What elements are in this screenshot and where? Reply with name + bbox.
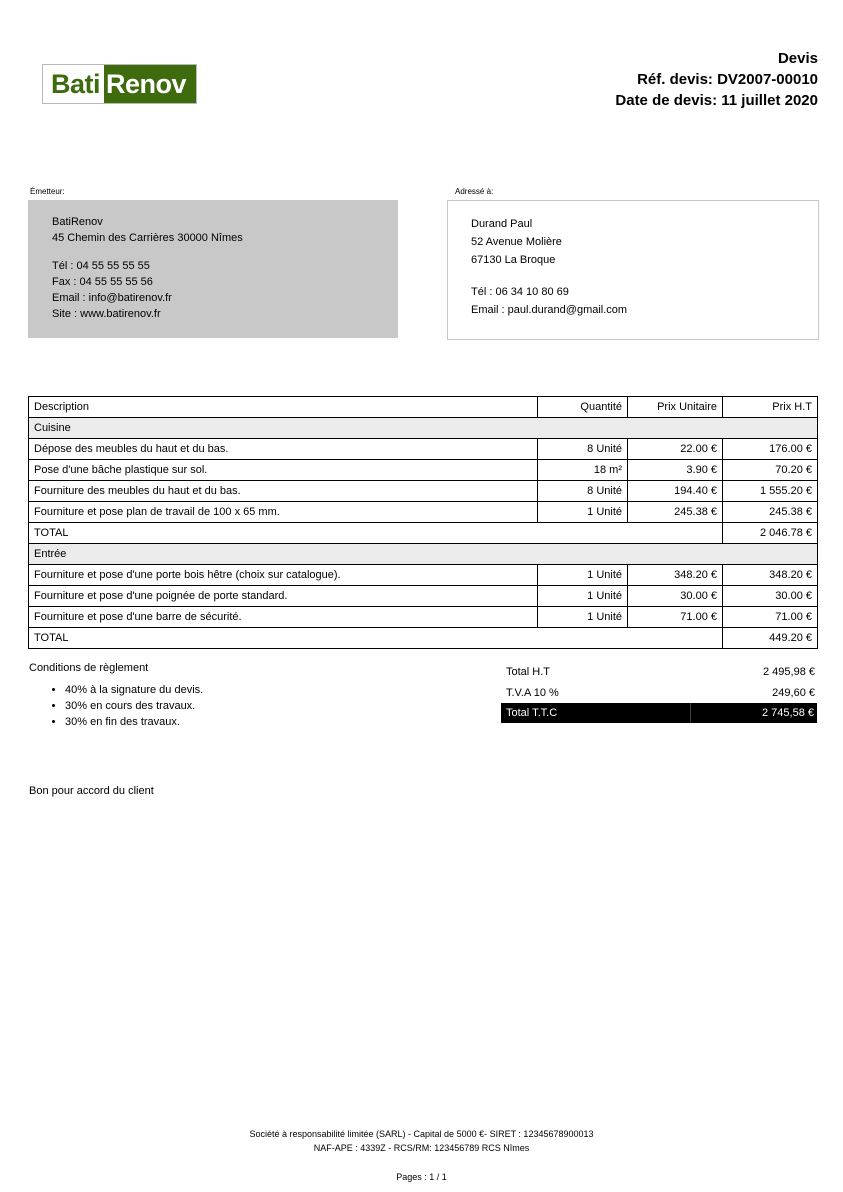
total-row [501, 703, 817, 723]
cell-unit-price: 348.20 € [628, 565, 723, 586]
section-total-value: 2 046.78 € [723, 523, 818, 544]
section-total-label: TOTAL [29, 523, 723, 544]
table-row [29, 502, 818, 523]
total-row [501, 661, 817, 682]
section-total-label: TOTAL [29, 628, 723, 649]
company-logo [42, 64, 197, 104]
section-total-row [29, 523, 818, 544]
emitter-email: Email : info@batirenov.fr [52, 292, 172, 304]
cell-total-price: 245.38 € [723, 502, 818, 523]
emitter-site: Site : www.batirenov.fr [52, 308, 161, 320]
emitter-name: BatiRenov [52, 216, 103, 228]
cell-unit-price: 22.00 € [628, 439, 723, 460]
logo-text-bati: Bati [43, 65, 104, 103]
cell-quantity: 8 Unité [538, 439, 628, 460]
cell-quantity: 1 Unité [538, 502, 628, 523]
document-meta [615, 48, 818, 111]
spacer [52, 246, 243, 258]
emitter-details [52, 214, 243, 322]
cell-total-price: 30.00 € [723, 586, 818, 607]
spacer [471, 269, 627, 283]
cell-quantity: 1 Unité [538, 586, 628, 607]
cell-unit-price: 3.90 € [628, 460, 723, 481]
emitter-phone: Tél : 04 55 55 55 55 [52, 260, 150, 272]
cell-quantity: 8 Unité [538, 481, 628, 502]
cell-total-price: 70.20 € [723, 460, 818, 481]
page-counter: Pages : 1 / 1 [396, 1172, 447, 1182]
column-header-description: Description [29, 397, 538, 418]
table-row [29, 565, 818, 586]
document-reference: Réf. devis: DV2007-00010 [637, 71, 818, 88]
addressee-box [447, 200, 819, 340]
column-header-unit-price: Prix Unitaire [628, 397, 723, 418]
payment-conditions [29, 661, 203, 730]
footer-line-2: NAF-APE : 4339Z - RCS/RM: 123456789 RCS Nîmes [313, 1143, 530, 1153]
cell-quantity: 18 m² [538, 460, 628, 481]
cell-quantity: 1 Unité [538, 565, 628, 586]
totals-block [501, 661, 817, 723]
table-header-row [29, 397, 818, 418]
items-table-body [29, 418, 818, 649]
addressee-address-line1: 52 Avenue Molière [471, 236, 562, 248]
document-footer [0, 1127, 843, 1155]
table-row [29, 481, 818, 502]
cell-total-price: 176.00 € [723, 439, 818, 460]
addressee-name: Durand Paul [471, 218, 533, 230]
total-row-value: 249,60 € [772, 686, 815, 699]
cell-description: Fourniture et pose d'une poignée de porte standard. [29, 586, 538, 607]
column-header-quantity: Quantité [538, 397, 628, 418]
condition-item: • 40% à la signature du devis. [65, 682, 203, 698]
total-row-value: 2 745,58 € [762, 707, 814, 719]
total-row-label: T.V.A 10 % [506, 686, 559, 699]
addressee-phone: Tél : 06 34 10 80 69 [471, 286, 569, 298]
cell-total-price: 348.20 € [723, 565, 818, 586]
document-title: Devis [777, 50, 818, 67]
conditions-list [29, 682, 203, 730]
cell-total-price: 1 555.20 € [723, 481, 818, 502]
condition-item: • 30% en cours des travaux. [65, 698, 203, 714]
cell-unit-price: 71.00 € [628, 607, 723, 628]
logo-text-renov: Renov [104, 65, 196, 103]
section-title: Entrée [29, 544, 818, 565]
total-row-label: Total T.T.C [501, 703, 691, 723]
table-section-row [29, 544, 818, 565]
section-total-row [29, 628, 818, 649]
cell-description: Fourniture et pose d'une porte bois hêtre (choix sur catalogue). [29, 565, 538, 586]
cell-quantity: 1 Unité [538, 607, 628, 628]
column-header-total-price: Prix H.T [723, 397, 818, 418]
conditions-title: Conditions de règlement [29, 662, 149, 674]
section-total-value: 449.20 € [723, 628, 818, 649]
total-row-value: 2 495,98 € [763, 665, 815, 678]
section-title: Cuisine [29, 418, 818, 439]
condition-item: • 30% en fin des travaux. [65, 714, 203, 730]
table-section-row [29, 418, 818, 439]
addressee-address-line2: 67130 La Broque [471, 254, 556, 266]
table-row [29, 586, 818, 607]
addressee-email: Email : paul.durand@gmail.com [471, 304, 628, 316]
document-header [0, 0, 843, 130]
total-row [501, 682, 817, 703]
table-row [29, 439, 818, 460]
cell-unit-price: 30.00 € [628, 586, 723, 607]
table-row [29, 460, 818, 481]
emitter-fax: Fax : 04 55 55 55 56 [52, 276, 153, 288]
cell-total-price: 71.00 € [723, 607, 818, 628]
emitter-address: 45 Chemin des Carrières 30000 Nîmes [52, 232, 243, 244]
cell-description: Fourniture et pose plan de travail de 100 x 65 mm. [29, 502, 538, 523]
document-date: Date de devis: 11 juillet 2020 [615, 92, 818, 109]
items-table [28, 396, 818, 649]
addressee-details [471, 215, 627, 319]
emitter-box [28, 200, 398, 338]
cell-description: Fourniture des meubles du haut et du bas. [29, 481, 538, 502]
total-row-label: Total H.T [506, 665, 551, 678]
cell-description: Fourniture et pose d'une barre de sécurité. [29, 607, 538, 628]
cell-description: Dépose des meubles du haut et du bas. [29, 439, 538, 460]
signature-note: Bon pour accord du client [29, 785, 154, 797]
emitter-label: Émetteur: [30, 187, 65, 196]
table-row [29, 607, 818, 628]
cell-unit-price: 245.38 € [628, 502, 723, 523]
footer-line-1: Société à responsabilité limitée (SARL) - Capital de 5000 €- SIRET : 12345678900013 [249, 1129, 594, 1139]
cell-unit-price: 194.40 € [628, 481, 723, 502]
cell-description: Pose d'une bâche plastique sur sol. [29, 460, 538, 481]
addressee-label: Adressé à: [455, 187, 494, 196]
